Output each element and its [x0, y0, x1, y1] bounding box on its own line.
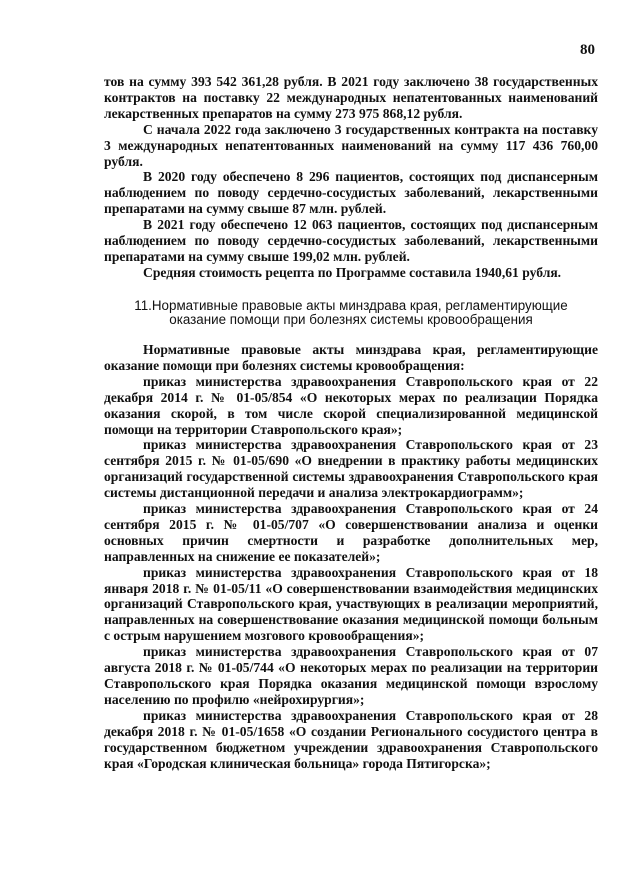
paragraph: В 2020 году обеспечено 8 296 пациентов, состоящих под диспансерным наблюдением по поводу сердечно-сосудистых заболеваний, лекарственными препаратами на сумму свыше 87 млн. рублей.	[104, 169, 598, 217]
section-heading-line: 11.Нормативные правовые акты минздрава края, регламентирующие	[134, 297, 568, 313]
page-number: 80	[580, 42, 595, 58]
paragraph: С начала 2022 года заключено 3 государственных контракта на поставку 3 международных непатентованных наименований на сумму 117 436 760,00 рубля.	[104, 121, 598, 169]
list-item: приказ министерства здравоохранения Ставропольского края от 24 сентября 2015 г. № 01-05/707 «О совершенствовании анализа и оценки основных причин смертности и разработке дополнительных мер, направленных на снижение ее показателей»;	[104, 501, 598, 564]
list-item: приказ министерства здравоохранения Ставропольского края от 28 декабря 2018 г. № 01-05/1658 «О создании Регионального сосудистого центра в государственном бюджетном учреждении здравоохранения Ставропольского края «Городская клиническая больница» города Пятигорска»;	[104, 707, 598, 771]
paragraph: Нормативные правовые акты минздрава края, регламентирующие оказание помощи при болезнях системы кровообращения:	[104, 341, 598, 373]
list-item: приказ министерства здравоохранения Ставропольского края от 07 августа 2018 г. № 01-05/744 «О некоторых мерах по реализации на территории Ставропольского края Порядка оказания медицинской помощи взрослому населению по профилю «нейрохирургия»;	[104, 644, 598, 707]
paragraph: Средняя стоимость рецепта по Программе составила 1940,61 рубля.	[143, 264, 562, 280]
page-content	[104, 74, 598, 771]
section-heading-line: оказание помощи при болезнях системы кровообращения	[169, 312, 533, 328]
paragraph: тов на сумму 393 542 361,28 рубля. В 2021 году заключено 38 государственных контрактов на поставку 22 международных непатентованных наименований лекарственных препаратов на сумму 273 975 868,12 рубля.	[104, 74, 598, 121]
paragraph: В 2021 году обеспечено 12 063 пациентов, состоящих под диспансерным наблюдением по поводу сердечно-сосудистых заболеваний, лекарственными препаратами на сумму свыше 199,02 млн. рублей.	[104, 217, 598, 264]
section-heading	[104, 299, 598, 328]
list-item: приказ министерства здравоохранения Ставропольского края от 18 января 2018 г. № 01-05/11 «О совершенствовании взаимодействия медицинских организаций Ставропольского края, участвующих в реализации мероприятий, направленных на совершенствование оказания медицинской помощи больным с острым нарушением мозгового кровообращения»;	[104, 564, 598, 644]
list-item: приказ министерства здравоохранения Ставропольского края от 23 сентября 2015 г. № 01-05/690 «О внедрении в практику работы медицинских организаций государственной системы здравоохранения Ставропольского края системы дистанционной передачи и анализа электрокардиограмм»;	[104, 437, 598, 501]
list-item: приказ министерства здравоохранения Ставропольского края от 22 декабря 2014 г. № 01-05/854 «О некоторых мерах по реализации Порядка оказания скорой, в том числе скорой специализированной медицинской помощи на территории Ставропольского края»;	[104, 373, 598, 437]
